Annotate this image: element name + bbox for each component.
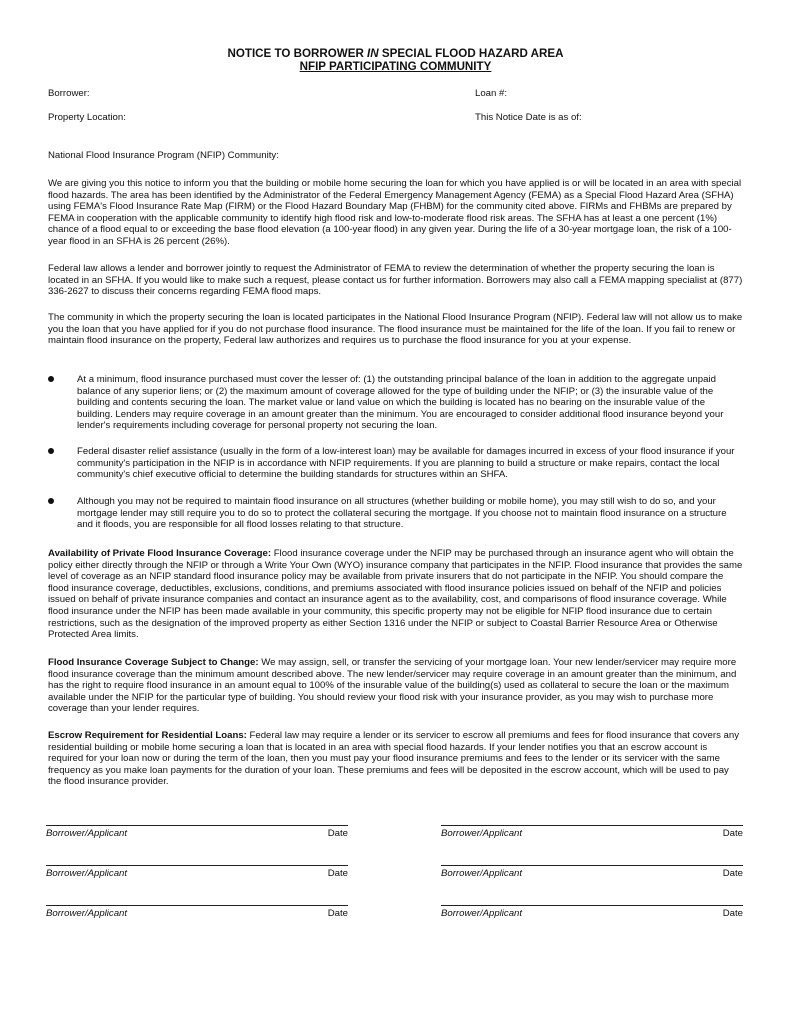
notice-title xyxy=(0,47,791,74)
signature-line[interactable] xyxy=(46,825,348,826)
title-line-1: NOTICE TO BORROWER IN SPECIAL FLOOD HAZARD AREA xyxy=(227,47,564,60)
section-heading: Availability of Private Flood Insurance Coverage: xyxy=(48,548,272,559)
property-row xyxy=(48,112,743,124)
community-row xyxy=(48,150,743,162)
section-heading: Flood Insurance Coverage Subject to Change: xyxy=(48,657,259,668)
signature-block xyxy=(46,825,348,839)
signature-block xyxy=(441,865,743,879)
signature-date-label: Date xyxy=(327,828,348,839)
paragraph-sfha-notice: We are giving you this notice to inform you that the building or mobile home securing the loan for which you have applied is or will be located in an area with special flood hazards. The area has been identified by the Administrator of the Federal Emergency Management Agency (FEMA) as a Special Flood Hazard Area (SFHA) using FEMA's Flood Insurance Rate Map (FIRM) or the Flood Hazard Boundary Map (FHBM) for the community cited above. FIRMs and FHBMs are prepared by FEMA in cooperation with the applicable community to identify high flood risk and low-to-moderate flood risk areas. The SFHA has at least a one percent (1%) chance of a flood equal to or exceeding the base flood elevation (a 100-year flood) in any given year. During the life of a 30-year mortgage loan, the risk of a 100-year flood in an SFHA is 26 percent (26%). xyxy=(48,178,742,247)
signature-block xyxy=(46,905,348,919)
signature-label: Borrower/Applicant xyxy=(441,908,523,919)
borrower-label: Borrower: xyxy=(48,88,90,99)
signature-block xyxy=(441,905,743,919)
section-body: Flood insurance coverage under the NFIP may be purchased through an insurance agent who will obtain the policy either directly through the NFIP or through a Write Your Own (WYO) insurance company that participates in the NFIP. Flood insurance that provides the same level of coverage as an NFIP standard flood insurance policy may be available from private insurers that do not participate in the NFIP. You should compare the flood insurance coverage, deductibles, exclusions, conditions, and premiums associated with flood insurance policies issued on behalf of the NFIP and policies issued on behalf of private insurance companies and contact an insurance agent as to the availability, cost, and comparisons of flood insurance coverage. While flood insurance under the NFIP has been made available in your community, this specific property may not be eligible for NFIP flood insurance due to certain restrictions, such as the designation of the improved property as either Section 1316 under the NFIP or subject to Coastal Barrier Resource Area or Otherwise Protected Area limits. xyxy=(48,548,743,641)
signature-line[interactable] xyxy=(46,905,348,906)
signature-date-label: Date xyxy=(722,868,743,879)
community-label: National Flood Insurance Program (NFIP) Community: xyxy=(48,150,279,161)
signature-label: Borrower/Applicant xyxy=(46,868,128,879)
bullet-dot-icon xyxy=(48,376,54,382)
signature-label: Borrower/Applicant xyxy=(441,868,523,879)
signature-line[interactable] xyxy=(441,865,743,866)
section-escrow xyxy=(48,730,743,788)
signature-date-label: Date xyxy=(722,828,743,839)
signature-date-label: Date xyxy=(327,908,348,919)
signature-line[interactable] xyxy=(441,825,743,826)
title-emphasis: IN xyxy=(367,47,379,60)
bullet-text: Federal disaster relief assistance (usually in the form of a low-interest loan) may be available for damages incurred in excess of your flood insurance if your community's participation in the NFIP is in accordance with NFIP requirements. If you are planning to build a structure or make repairs, contact the local community's chief executive official to determine the building standards for structures within an SHFA. xyxy=(77,446,735,481)
borrower-row xyxy=(48,88,743,100)
signature-label: Borrower/Applicant xyxy=(441,828,523,839)
notice-date-label: This Notice Date is as of: xyxy=(475,112,582,123)
bullet-text: Although you may not be required to maintain flood insurance on all structures (whether building or mobile home), you may still wish to do so, and your mortgage lender may still require you to do so to protect the collateral securing the mortgage. If you choose not to maintain flood insurance on a structure and it floods, you are responsible for all flood losses relating to that structure. xyxy=(77,496,727,531)
section-private-insurance xyxy=(48,548,743,641)
paragraph-participation: The community in which the property securing the loan is located participates in the National Flood Insurance Program (NFIP). Federal law will not allow us to make you the loan that you have applied for if you do not purchase flood insurance. The flood insurance must be maintained for the life of the loan. If you fail to renew or maintain flood insurance on the property, Federal law authorizes and requires us to purchase the flood insurance for you at your expense. xyxy=(48,312,743,347)
bullet-text: At a minimum, flood insurance purchased must cover the lesser of: (1) the outstanding principal balance of the loan in addition to the aggregate unpaid balance of any superior liens; or (2) the maximum amount of coverage allowed for the type of building under the NFIP; or (3) the insurable value of the building and contents securing the loan. The market value or land value on which the building is located has no bearing on the insurable value of the building. Lenders may require coverage in an amount greater than the minimum. You are encouraged to consider additional flood insurance beyond your lender's requirements including coverage for personal property not securing the loan. xyxy=(77,374,724,432)
section-body: Federal law may require a lender or its servicer to escrow all premiums and fees for flood insurance that covers any residential building or mobile home securing a loan that is located in an area with special flood hazards. If your lender notifies you that an escrow account is required for your loan now or during the term of the loan, then you must pay your flood insurance premiums and fees to the lender or its servicer with the same frequency as you make loan payments for the duration of your loan. These premiums and fees will be deposited in the escrow account, which will be used to pay the flood insurance provider. xyxy=(48,730,740,788)
signature-label: Borrower/Applicant xyxy=(46,908,128,919)
signature-block xyxy=(441,825,743,839)
paragraph-review-request: Federal law allows a lender and borrower jointly to request the Administrator of FEMA to review the determination of whether the property securing the loan is located in an SFHA. If you would like to make such a request, please contact us for further information. Borrowers may also call a FEMA mapping specialist at (877) 336-2627 to discuss their concerns regarding FEMA flood maps. xyxy=(48,263,743,298)
title-line-2: NFIP PARTICIPATING COMMUNITY xyxy=(299,60,492,74)
signature-date-label: Date xyxy=(722,908,743,919)
section-coverage-change xyxy=(48,657,743,715)
bullet-dot-icon xyxy=(48,498,54,504)
signature-line[interactable] xyxy=(441,905,743,906)
bullet-dot-icon xyxy=(48,448,54,454)
signature-date-label: Date xyxy=(327,868,348,879)
property-location-label: Property Location: xyxy=(48,112,126,123)
section-body: We may assign, sell, or transfer the servicing of your mortgage loan. Your new lender/servicer may require more flood insurance coverage than the minimum amount described above. The new lender/servicer may require coverage in an amount greater than the minimum, and has the right to require flood insurance in an amount equal to 100% of the insurable value of the building(s) used as collateral to secure the loan or the maximum available under the NFIP for the particular type of building. You should review your flood risk with your insurance provider, as you may wish to purchase more coverage than your lender requires. xyxy=(48,657,737,715)
section-heading: Escrow Requirement for Residential Loans: xyxy=(48,730,247,741)
signature-block xyxy=(46,865,348,879)
loan-number-label: Loan #: xyxy=(475,88,508,99)
signature-label: Borrower/Applicant xyxy=(46,828,128,839)
signature-line[interactable] xyxy=(46,865,348,866)
